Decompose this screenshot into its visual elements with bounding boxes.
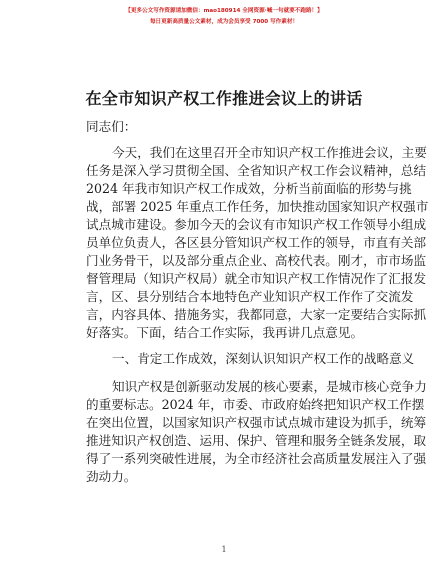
body-line: 好落实。下面，结合工作实际，我再讲几点意见。 <box>86 325 364 340</box>
body-line: 试点城市建设。参加今天的会议有市知识产权工作领导小组成 <box>86 217 427 232</box>
body-line: 员单位负责人，各区县分管知识产权工作的领导，市直有关部 <box>86 235 427 250</box>
body-line: 今天，我们在这里召开全市知识产权工作推进会议，主要 <box>112 145 427 160</box>
body-line: 任务是深入学习贯彻全国、全省知识产权工作会议精神，总结 <box>86 163 427 178</box>
promo-banner-line-2: 每日更新高质量公文素材，成为会员享受 7000 写作素材！ <box>149 19 299 25</box>
body-line: 2024 年我市知识产权工作成效，分析当前面临的形势与挑 <box>86 181 412 196</box>
document-title: 在全市知识产权工作推进会议上的讲话 <box>85 89 363 108</box>
body-line: 知识产权是创新驱动发展的核心要素，是城市核心竞争力 <box>112 379 427 394</box>
body-line: 言，内容具体、措施务实，我都同意，大家一定要结合实际抓 <box>86 307 427 322</box>
body-line: 推进知识产权创造、运用、保护、管理和服务全链条发展，取 <box>86 433 427 448</box>
body-line: 督管理局（知识产权局）就全市知识产权工作情况作了汇报发 <box>86 271 427 286</box>
body-line: 的重要标志。2024 年，市委、市政府始终把知识产权工作摆 <box>86 397 425 412</box>
section-heading: 一、肯定工作成效，深刻认识知识产权工作的战略意义 <box>112 351 415 366</box>
body-line: 言，区、县分别结合本地特色产业知识产权工作作了交流发 <box>86 289 414 304</box>
body-line: 劲动力。 <box>86 469 137 484</box>
salutation: 同志们： <box>86 119 137 134</box>
body-line: 门业务骨干，以及部分重点企业、高校代表。刚才，市市场监 <box>86 253 427 268</box>
page-number: 1 <box>221 545 227 554</box>
body-line: 得了一系列突破性进展，为全市经济社会高质量发展注入了强 <box>86 451 427 466</box>
body-line: 战，部署 2025 年重点工作任务，加快推动国家知识产权强市 <box>86 199 429 214</box>
body-line: 在突出位置，以国家知识产权强市试点城市建设为抓手，统筹 <box>86 415 427 430</box>
promo-banner-line-1: 【更多公文写作资源请加微信：mao180914 全网资源·喊一句就要不跑路！】 <box>125 8 323 14</box>
